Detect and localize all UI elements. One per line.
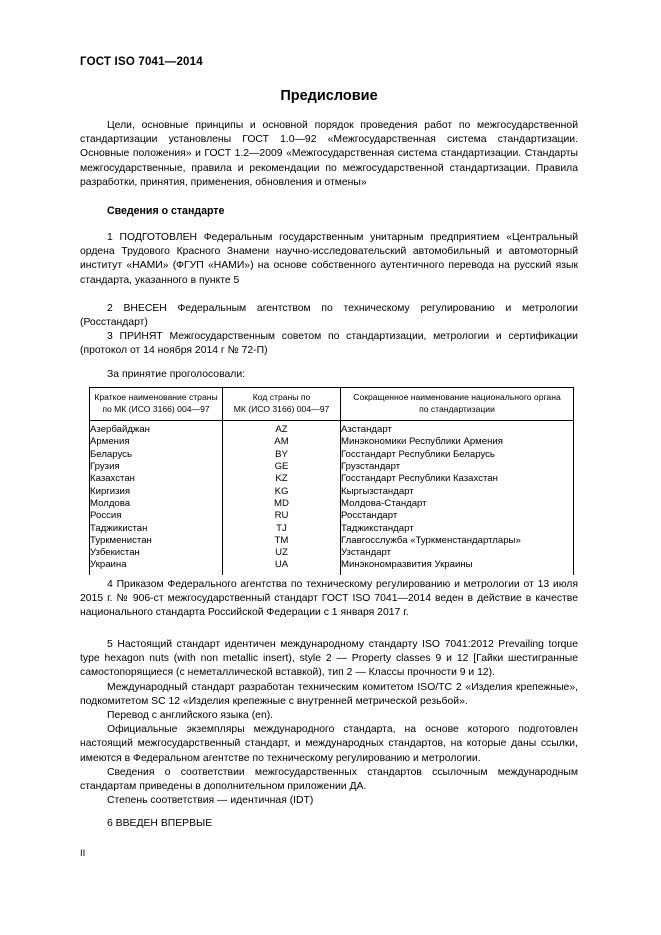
table-row (90, 535, 574, 547)
header-body-line2: по стандартизации (419, 403, 495, 414)
votes-table-wrapper (89, 387, 573, 575)
item2-paragraph: 2 ВНЕСЕН Федеральным агентством по техническому регулированию и метрологии (Росстандарт) (80, 303, 578, 329)
item1-paragraph: 1 ПОДГОТОВЛЕН Федеральным государственным унитарным предприятием «Центральный ордена Трудового Красного Знамени научно-исследовательский автомобильный и автомоторный институт «НАМИ» (ФГУП «НАМИ») на основе собственного аутентичного перевода на русский язык стандарта, указанного в пункте 5 (80, 232, 578, 286)
table-row (90, 473, 574, 485)
votes-table-head (90, 388, 574, 421)
table-row (90, 461, 574, 473)
header-country-line2: по МК (ИСО 3166) 004—97 (102, 403, 210, 414)
votes-table-body (90, 421, 574, 575)
table-row (90, 486, 574, 498)
cell-country-name: Азербайджан (90, 421, 223, 437)
cell-national-body: Госстандарт Республики Беларусь (341, 449, 574, 461)
cell-country-name: Киргизия (90, 486, 223, 498)
votes-table (89, 387, 574, 575)
cell-national-body: Главгосслужба «Туркменстандартлары» (341, 535, 574, 547)
cell-national-body: Таджикстандарт (341, 523, 574, 535)
table-row (90, 559, 574, 574)
item5-sub1-paragraph: Международный стандарт разработан техническим комитетом ISO/TC 2 «Изделия крепежные», подкомитетом SC 12 «Изделия крепежные с внутренней метрической резьбой». (80, 681, 578, 707)
cell-country-code: KG (223, 486, 341, 498)
document-header-code: ГОСТ ISO 7041—2014 (80, 56, 203, 68)
cell-country-name: Узбекистан (90, 547, 223, 559)
cell-country-code: TM (223, 535, 341, 547)
cell-country-name: Украина (90, 559, 223, 574)
cell-country-code: AM (223, 436, 341, 448)
standard-info-heading: Сведения о стандарте (107, 205, 225, 217)
intro-paragraph: Цели, основные принципы и основной порядок проведения работ по межгосударственной стандартизации установлены ГОСТ 1.0—92 «Межгосударственная система стандартизации. Основные положения» и ГОСТ 1.2—2009 «Межгосударственная система стандартизации. Стандарты межгосударственные, правила и рекомендации по межгосударственной стандартизации. Правила разработки, принятия, применения, обновления и отмены» (80, 120, 578, 188)
item5-block (80, 638, 578, 808)
item3-block (80, 330, 578, 358)
cell-national-body: Минэкономразвития Украины (341, 559, 574, 574)
votes-table-header-row (90, 388, 574, 421)
cell-country-code: UA (223, 559, 341, 574)
cell-national-body: Молдова-Стандарт (341, 498, 574, 510)
page-title: Предисловие (280, 88, 378, 104)
cell-country-code: BY (223, 449, 341, 461)
vote-lead-in-text: За принятие проголосовали: (107, 369, 246, 380)
cell-country-name: Грузия (90, 461, 223, 473)
item4-paragraph: 4 Приказом Федерального агентства по техническому регулированию и метрологии от 13 июля 2015 г. № 906-ст межгосударственный стандарт ГОСТ ISO 7041—2014 веден в действие в качестве национального стандарта Российской Федерации с 1 января 2017 г. (80, 579, 578, 619)
cell-country-name: Россия (90, 510, 223, 522)
cell-country-code: UZ (223, 547, 341, 559)
header-body-line1: Сокращенное наименование национального органа (353, 392, 561, 402)
header-cell-country (90, 388, 223, 421)
table-row (90, 523, 574, 535)
cell-national-body: Кыргызстандарт (341, 486, 574, 498)
cell-national-body: Росстандарт (341, 510, 574, 522)
table-row (90, 498, 574, 510)
header-code-line1: Код страны по (252, 392, 311, 402)
cell-country-code: TJ (223, 523, 341, 535)
header-cell-body (341, 388, 574, 421)
cell-country-name: Казахстан (90, 473, 223, 485)
cell-national-body: Госстандарт Республики Казахстан (341, 473, 574, 485)
item4-block (80, 578, 578, 621)
cell-national-body: Азстандарт (341, 421, 574, 437)
cell-country-name: Молдова (90, 498, 223, 510)
item5-sub3-paragraph: Официальные экземпляры международного стандарта, на основе которого подготовлен настоящий межгосударственный стандарт, и международных стандартов, на которые даны ссылки, имеются в Федеральном агентстве по техническому регулированию и метрологии. (80, 724, 578, 764)
header-cell-code (223, 388, 341, 421)
item1-block (80, 231, 578, 288)
item5-sub5-paragraph: Степень соответствия — идентичная (IDT) (107, 795, 314, 807)
header-code-line2: МК (ИСО 3166) 004—97 (233, 403, 330, 414)
cell-country-code: AZ (223, 421, 341, 437)
cell-country-code: RU (223, 510, 341, 522)
table-row (90, 421, 574, 437)
cell-country-name: Беларусь (90, 449, 223, 461)
item6-paragraph: 6 ВВЕДЕН ВПЕРВЫЕ (107, 818, 213, 829)
cell-national-body: Грузстандарт (341, 461, 574, 473)
item5-sub4-paragraph: Сведения о соответствии межгосударственных стандартов ссылочным международным стандартам приведены в дополнительном приложении ДА. (80, 766, 578, 793)
cell-national-body: Узстандарт (341, 547, 574, 559)
cell-country-code: MD (223, 498, 341, 510)
cell-country-name: Таджикистан (90, 523, 223, 535)
table-row (90, 547, 574, 559)
cell-country-code: KZ (223, 473, 341, 485)
page-number: II (80, 848, 86, 859)
cell-national-body: Минэкономики Республики Армения (341, 436, 574, 448)
item3-paragraph: 3 ПРИНЯТ Межгосударственным советом по стандартизации, метрологии и сертификации (протокол от 14 ноября 2014 г № 72-П) (80, 331, 578, 357)
table-row (90, 436, 574, 448)
vote-lead-in-block (80, 368, 578, 382)
table-row (90, 449, 574, 461)
item2-block (80, 302, 578, 330)
item5-sub2-paragraph: Перевод с английского языка (en). (107, 710, 274, 722)
item6-block (80, 817, 578, 831)
cell-country-name: Туркменистан (90, 535, 223, 547)
header-country-line1: Краткое наименование страны (94, 392, 218, 402)
cell-country-name: Армения (90, 436, 223, 448)
intro-paragraph-block (80, 119, 578, 190)
cell-country-code: GE (223, 461, 341, 473)
item5-paragraph: 5 Настоящий стандарт идентичен международному стандарту ISO 7041:2012 Prevailing torque type hexagon nuts (with non metallic insert), style 2 — Property classes 9 и 12 [Гайки шестигранные самостопорящиеся (с неметаллической вставкой), тип 2 — Классы прочности 9 и 12). (80, 639, 578, 679)
table-row (90, 510, 574, 522)
